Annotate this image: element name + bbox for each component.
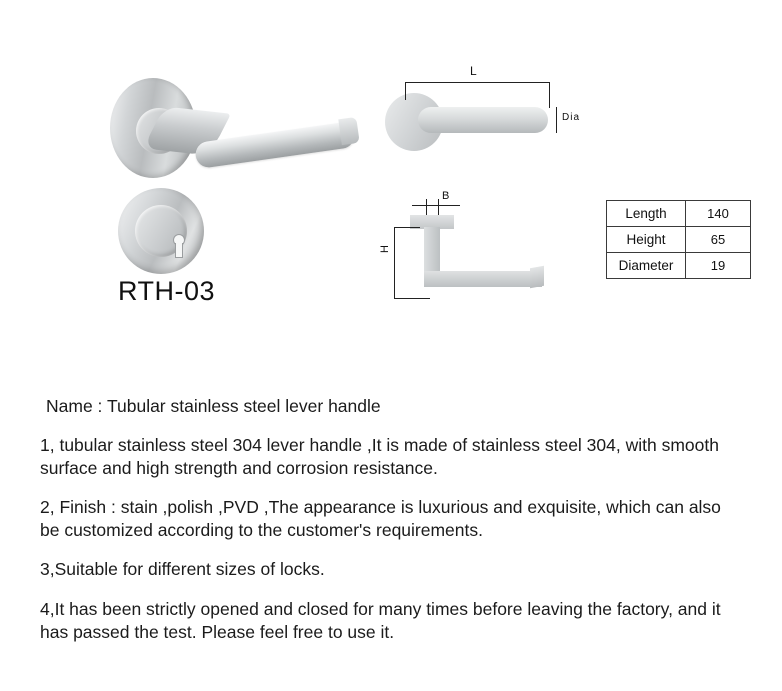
dimension-tick-right: [549, 82, 550, 108]
product-description: [0, 395, 782, 660]
spec-value-length: 140: [686, 201, 751, 227]
dimension-label-length: L: [470, 64, 477, 78]
lever-handle-photo: [100, 70, 370, 190]
sideview-drawing: [370, 185, 580, 315]
sideview-arm-tip: [530, 266, 544, 288]
specification-table: [606, 200, 751, 279]
product-name-line: Name : Tubular stainless steel lever handle: [46, 396, 381, 416]
model-label: RTH-03: [118, 276, 216, 306]
dimension-line-thickness: [412, 205, 460, 206]
dimension-tick-thickness-left: [426, 199, 427, 215]
dimension-tick-thickness-right: [438, 199, 439, 215]
escutcheon-inner: [135, 205, 187, 257]
dimension-line-length: [405, 82, 550, 83]
spec-key-diameter: Diameter: [607, 253, 686, 279]
handle-lever-tip: [338, 117, 359, 145]
dimension-label-height: H: [378, 245, 391, 253]
spec-value-height: 65: [686, 227, 751, 253]
dimension-line-diameter: [556, 107, 557, 133]
dimension-extension-height-bottom: [394, 298, 430, 299]
dimension-label-diameter: Dia: [562, 112, 581, 123]
dimension-extension-height-top: [394, 227, 420, 228]
spec-value-diameter: 19: [686, 253, 751, 279]
spec-key-length: Length: [607, 201, 686, 227]
spec-key-height: Height: [607, 227, 686, 253]
table-row: [607, 227, 751, 253]
dimension-line-height: [394, 227, 395, 299]
description-paragraph-4: 4,It has been strictly opened and closed for many times before leaving the factory, and it has passed the test. Please feel free to use it.: [40, 598, 721, 642]
sideview-arm: [424, 271, 542, 287]
description-paragraph-3: 3,Suitable for different sizes of locks.: [40, 559, 325, 580]
topview-lever-bar: [418, 107, 548, 133]
topview-drawing: [380, 60, 600, 180]
description-paragraph-2: 2, Finish : stain ,polish ,PVD ,The appearance is luxurious and exquisite, which can also be customized according to the customer's requirements.: [40, 497, 721, 541]
keyhole-slot-icon: [175, 243, 183, 258]
dimension-tick-left: [405, 82, 406, 100]
table-row: [607, 201, 751, 227]
escutcheon-photo: [118, 188, 204, 274]
description-paragraph-1: 1, tubular stainless steel 304 lever handle ,It is made of stainless steel 304, with smooth surface and high strength and corrosion resistance.: [40, 435, 719, 479]
table-row: [607, 253, 751, 279]
dimension-label-thickness: B: [442, 190, 450, 202]
